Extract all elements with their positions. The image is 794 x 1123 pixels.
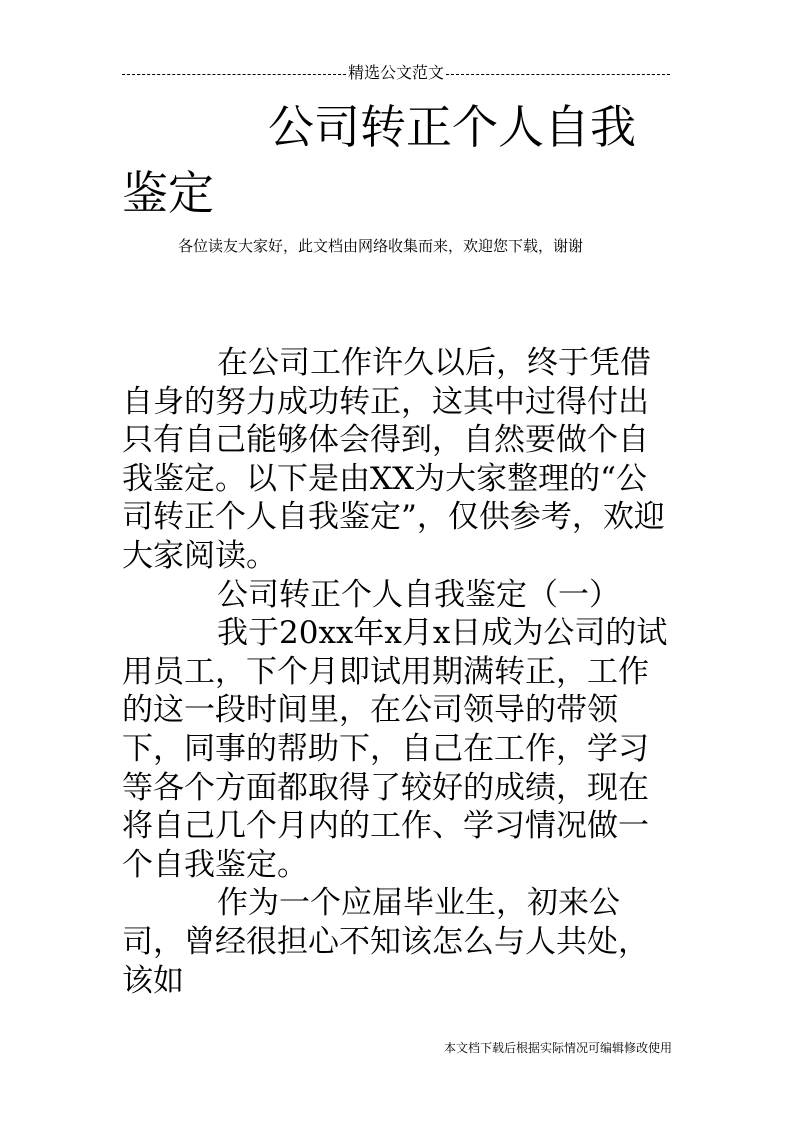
title-line-2: 鉴定 xyxy=(122,166,214,220)
intro-note: 各位读友大家好，此文档由网络收集而来，欢迎您下载，谢谢 xyxy=(178,237,584,255)
paragraph-2: 我于20xx年x月x日成为公司的试用员工，下个月即试用期满转正，工作的这一段时间里，在公司领导的带领下，同事的帮助下，自己在工作，学习等各个方面都取得了较好的成绩，现在将自己几个月内的工作、学习情况做一个自我鉴定。 xyxy=(122,615,668,883)
header-dash-left xyxy=(122,74,346,75)
title-line-1: 公司转正个人自我 xyxy=(268,100,636,154)
page-header xyxy=(122,60,670,86)
document-title xyxy=(122,94,672,226)
header-dash-right xyxy=(446,74,670,75)
section-heading: 公司转正个人自我鉴定（一） xyxy=(217,576,620,613)
header-label: 精选公文范文 xyxy=(348,63,445,82)
paragraph-1: 在公司工作许久以后，终于凭借自身的努力成功转正，这其中过得付出只有自己能够体会得到，自然要做个自我鉴定。以下是由XX为大家整理的“公司转正个人自我鉴定”，仅供参考，欢迎大家阅读。 xyxy=(122,345,665,574)
page-footer: 本文档下载后根据实际情况可编辑修改使用 xyxy=(443,1041,672,1055)
document-body xyxy=(122,344,672,1000)
paragraph-3: 作为一个应届毕业生，初来公司，曾经很担心不知该怎么与人共处，该如 xyxy=(122,885,649,999)
